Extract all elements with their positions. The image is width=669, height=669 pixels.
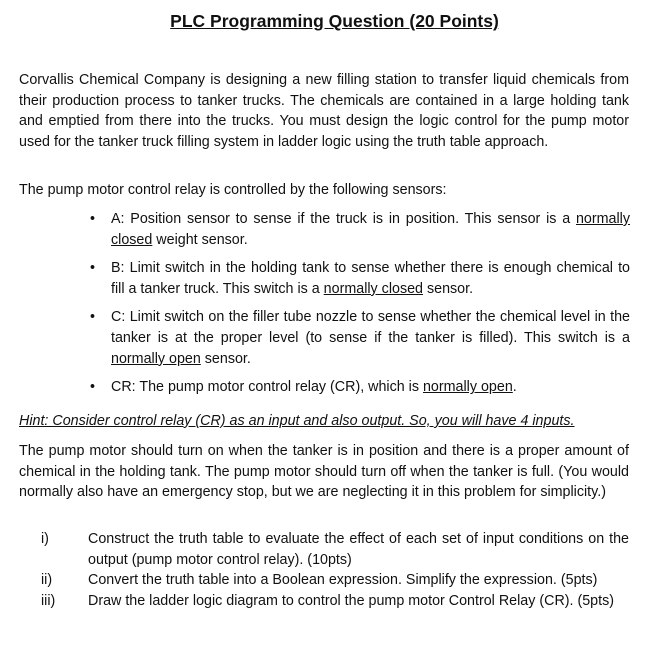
task-number: i): [41, 531, 49, 547]
task-item-iii: [19, 591, 629, 612]
sensor-item-cr: [90, 377, 630, 398]
task-item-ii: [19, 570, 629, 591]
sensor-item-a: [90, 209, 630, 250]
sensor-emphasis: normally open: [111, 350, 201, 367]
sensor-text-end: .: [512, 379, 517, 396]
sensor-text: CR: The pump motor control relay (CR), which is: [111, 379, 423, 396]
relay-intro-paragraph: The pump motor control relay is controlled by the following sensors:: [19, 182, 447, 198]
sensor-item-c: [90, 307, 630, 369]
sensor-text: A: Position sensor to sense if the truck is in position. This sensor is a: [111, 211, 576, 227]
sensor-text-end: sensor.: [423, 280, 474, 297]
task-number: iii): [41, 592, 56, 609]
sensor-emphasis: normally closed: [323, 280, 423, 297]
task-text: Convert the truth table into a Boolean expression. Simplify the expression. (5pts): [88, 572, 598, 589]
sensor-emphasis: normally open: [422, 379, 513, 396]
sensor-text: C: Limit switch on the filler tube nozzle to sense whether the chemical level in the tanker is at the proper level (to sense if the tanker is filled). This switch is a: [111, 309, 630, 346]
bullet-icon: •: [90, 309, 96, 326]
task-number: ii): [41, 572, 53, 589]
bullet-icon: •: [90, 260, 96, 277]
pump-paragraph: The pump motor should turn on when the tanker is in position and there is a proper amount of chemical in the holding tank. The pump motor should turn off when the tanker is full. (You would normally also have an emergency stop, but we are neglecting it in this problem for simplicity.): [19, 443, 629, 501]
bullet-icon: •: [90, 211, 96, 227]
hint-text: Hint: Consider control relay (CR) as an input and also output. So, you will have 4 inputs.: [19, 413, 575, 429]
bullet-icon: •: [90, 379, 96, 396]
sensor-text: B: Limit switch in the holding tank to sense whether there is enough chemical to fill a tanker truck. This switch is a: [111, 260, 630, 297]
task-list: [19, 529, 629, 611]
task-item-i: [19, 529, 629, 570]
page-title: PLC Programming Question (20 Points): [170, 11, 499, 31]
sensor-text-end: weight sensor.: [152, 231, 248, 248]
task-text: Draw the ladder logic diagram to control the pump motor Control Relay (CR). (5pts): [88, 592, 615, 609]
intro-paragraph: Corvallis Chemical Company is designing a new filling station to transfer liquid chemicals from their production process to tanker trucks. The chemicals are contained in a large holding tank and emptied from there into the trucks. You must design the logic control for the pump motor used for the tanker truck filling system in ladder logic using the truth table approach.: [19, 72, 629, 150]
task-text: Construct the truth table to evaluate the effect of each set of input conditions on the output (pump motor control relay). (10pts): [88, 531, 629, 568]
sensor-list: [90, 209, 630, 406]
sensor-item-b: [90, 258, 630, 299]
sensor-emphasis: normally closed: [111, 211, 630, 248]
sensor-text-end: sensor.: [200, 350, 251, 367]
